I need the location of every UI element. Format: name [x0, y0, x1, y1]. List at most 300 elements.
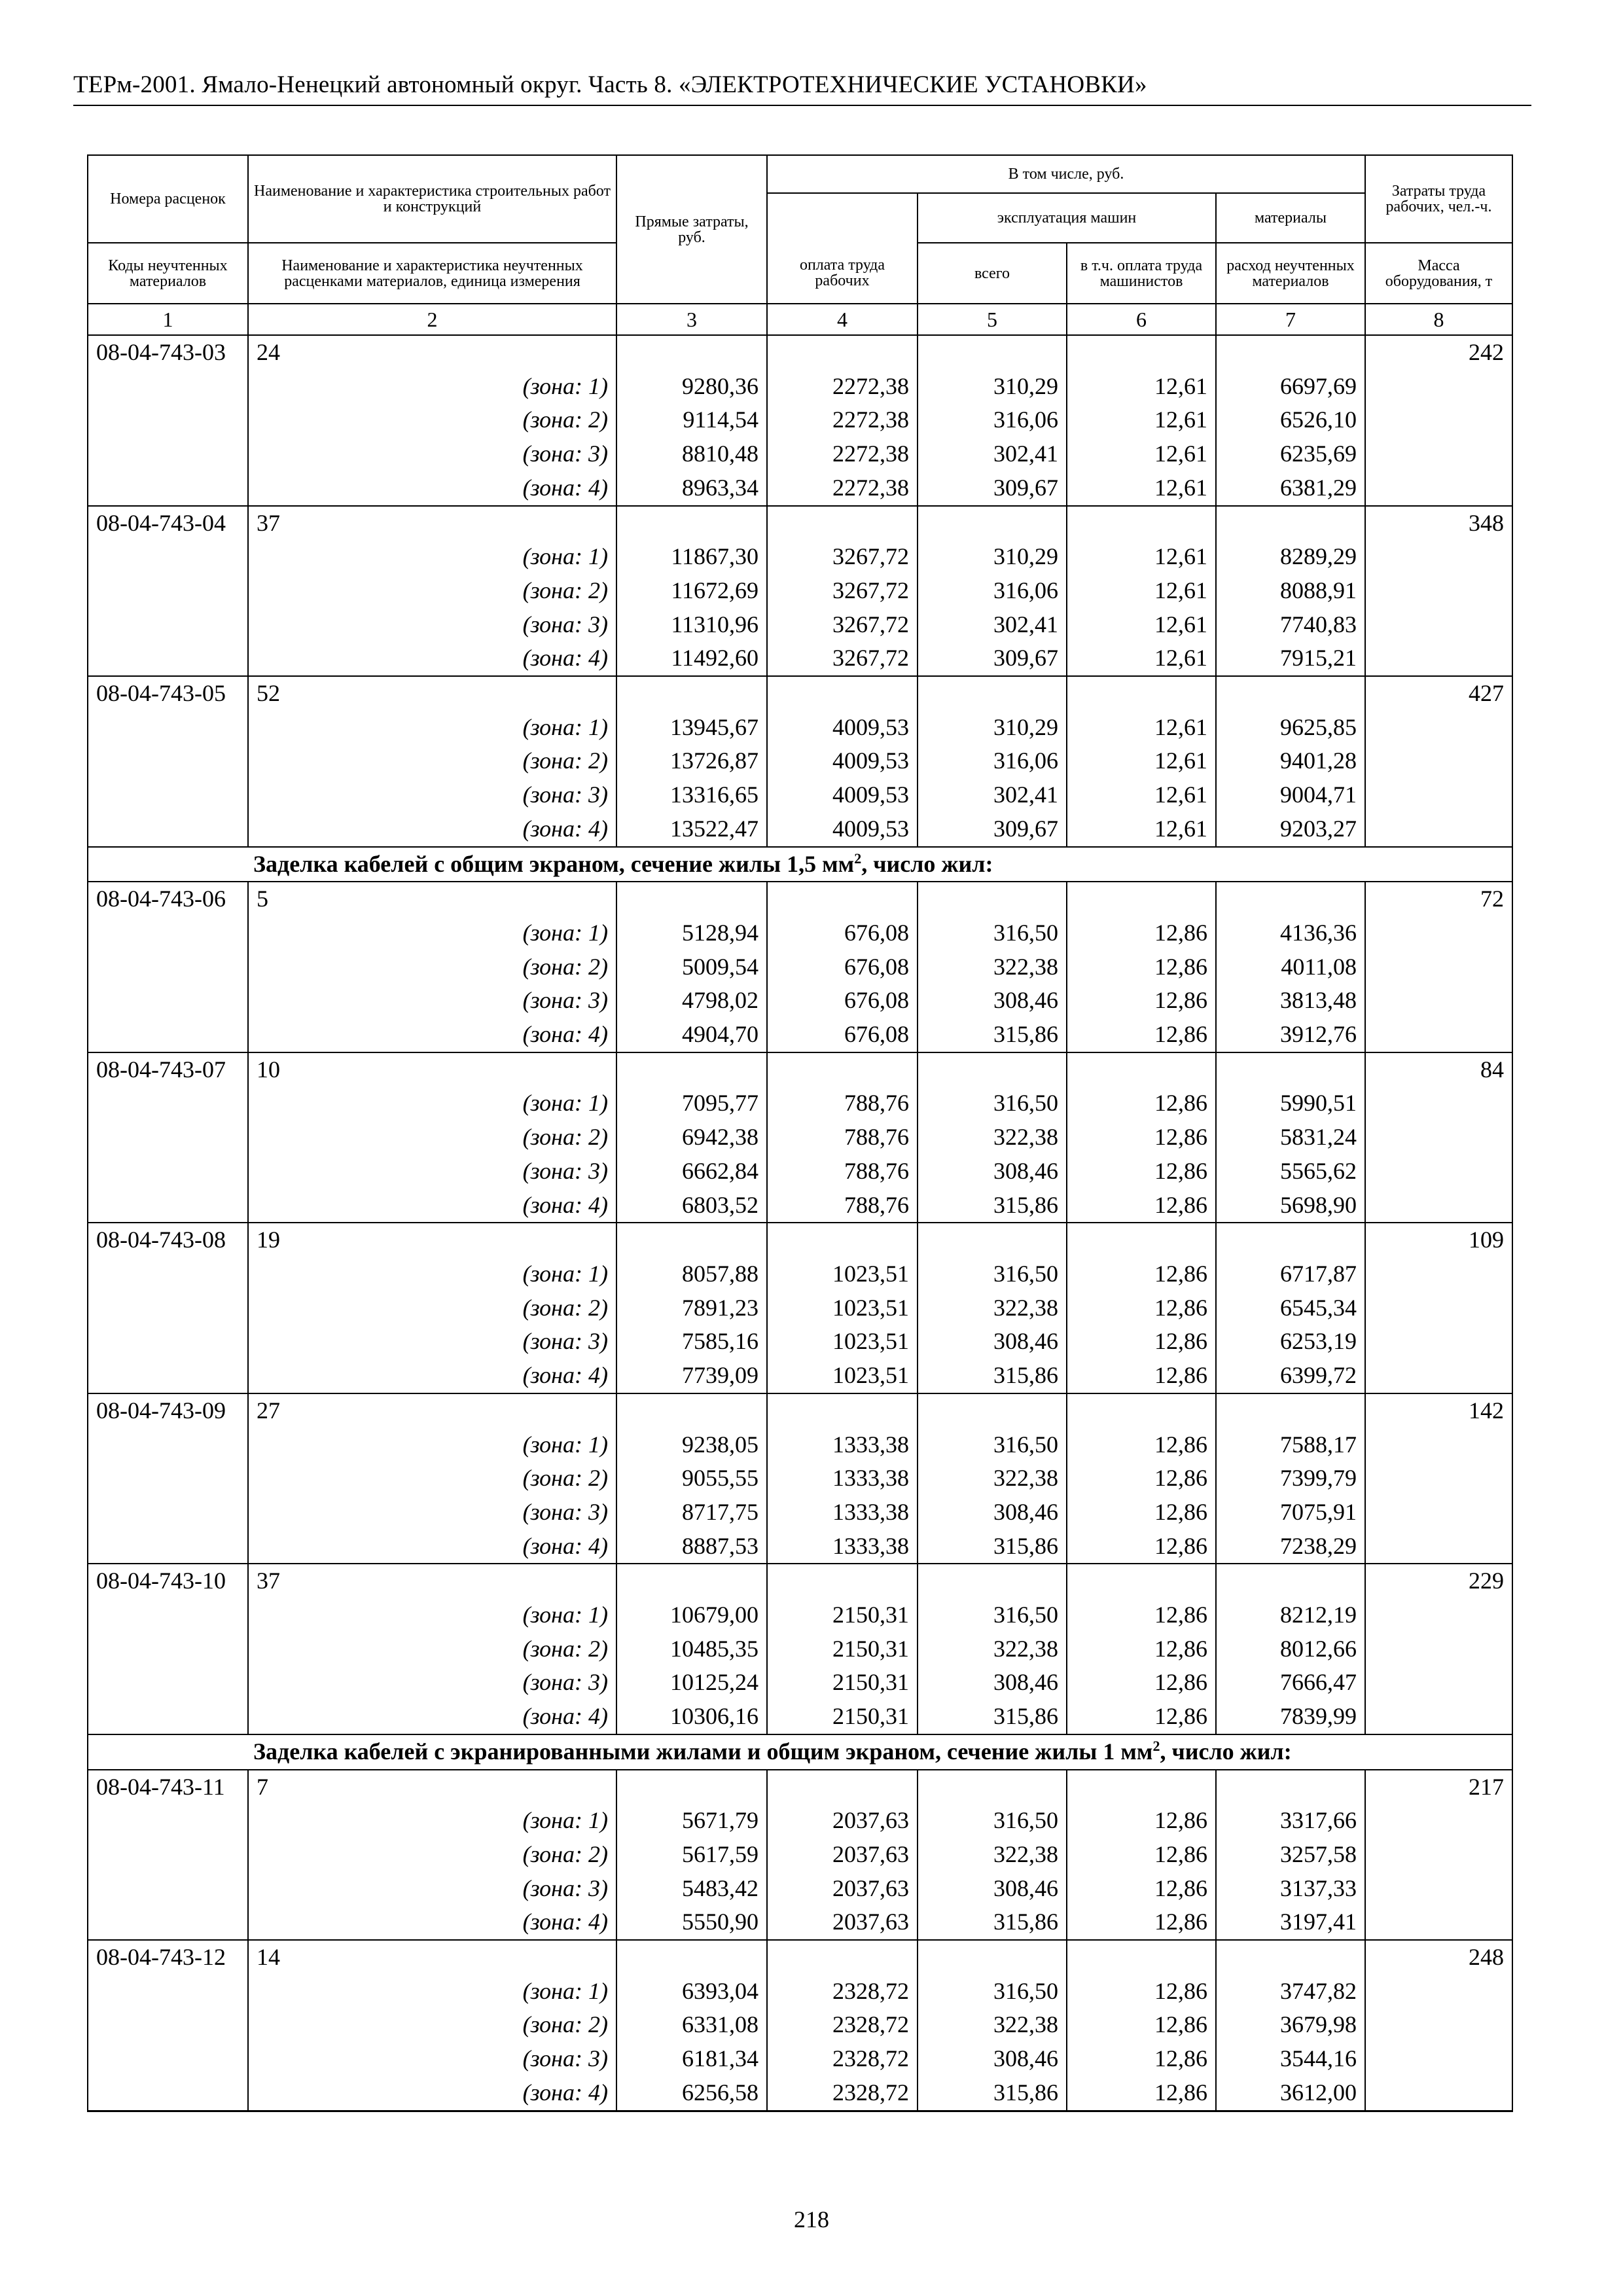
- section-heading-end: , число жил:: [1160, 1738, 1292, 1765]
- machine-operation-total: 309,67: [918, 812, 1067, 847]
- empty-cell: [1365, 608, 1512, 642]
- empty-cell: [88, 1632, 248, 1666]
- core-count: 37: [248, 1564, 616, 1598]
- machine-operation-total: 309,67: [918, 471, 1067, 506]
- empty-cell: [767, 1223, 918, 1257]
- direct-costs: 10485,35: [616, 1632, 767, 1666]
- direct-costs: 8717,75: [616, 1496, 767, 1530]
- empty-cell: [88, 370, 248, 404]
- empty-cell: [1067, 1223, 1216, 1257]
- direct-costs: 4798,02: [616, 984, 767, 1018]
- materials: 7588,17: [1216, 1428, 1365, 1462]
- table-row: [88, 1564, 1512, 1598]
- empty-cell: [1365, 812, 1512, 847]
- worker-pay: 3267,72: [767, 540, 918, 574]
- machine-operation-total: 310,29: [918, 370, 1067, 404]
- materials: 3612,00: [1216, 2076, 1365, 2111]
- empty-cell: [1067, 506, 1216, 541]
- zone-label: (зона: 4): [248, 641, 616, 676]
- worker-pay: 788,76: [767, 1155, 918, 1189]
- zone-row: [88, 403, 1512, 437]
- direct-costs: 13726,87: [616, 744, 767, 778]
- direct-costs: 10306,16: [616, 1700, 767, 1734]
- zone-row: [88, 1291, 1512, 1325]
- zone-label: (зона: 3): [248, 1872, 616, 1906]
- machine-operation-total: 322,38: [918, 1838, 1067, 1872]
- zone-row: [88, 1428, 1512, 1462]
- zone-row: [88, 2008, 1512, 2042]
- column-number: 2: [248, 304, 616, 335]
- machine-operation-total: 302,41: [918, 437, 1067, 471]
- direct-costs: 8963,34: [616, 471, 767, 506]
- worker-pay: 788,76: [767, 1086, 918, 1121]
- worker-pay: 3267,72: [767, 641, 918, 676]
- materials: 3679,98: [1216, 2008, 1365, 2042]
- machinist-pay: 12,86: [1067, 1257, 1216, 1291]
- zone-row: [88, 370, 1512, 404]
- machine-operation-total: 315,86: [918, 1530, 1067, 1564]
- machinist-pay: 12,86: [1067, 1462, 1216, 1496]
- direct-costs: 5550,90: [616, 1905, 767, 1940]
- machinist-pay: 12,86: [1067, 1291, 1216, 1325]
- empty-cell: [616, 882, 767, 916]
- zone-label: (зона: 1): [248, 1975, 616, 2009]
- machinist-pay: 12,86: [1067, 1428, 1216, 1462]
- empty-cell: [1365, 916, 1512, 950]
- machine-operation-total: 322,38: [918, 1291, 1067, 1325]
- empty-cell: [1365, 1359, 1512, 1393]
- empty-cell: [1365, 1905, 1512, 1940]
- machinist-pay: 12,86: [1067, 2076, 1216, 2111]
- machinist-pay: 12,86: [1067, 1121, 1216, 1155]
- empty-cell: [1365, 574, 1512, 608]
- zone-row: [88, 2042, 1512, 2076]
- empty-cell: [1365, 1598, 1512, 1632]
- direct-costs: 9280,36: [616, 370, 767, 404]
- zone-label: (зона: 1): [248, 1598, 616, 1632]
- header-machinist-pay: в т.ч. оплата труда машинистов: [1067, 243, 1216, 304]
- materials: 8289,29: [1216, 540, 1365, 574]
- worker-pay: 2150,31: [767, 1666, 918, 1700]
- empty-cell: [88, 711, 248, 745]
- machine-operation-total: 316,50: [918, 1598, 1067, 1632]
- core-count: 37: [248, 506, 616, 541]
- zone-row: [88, 1530, 1512, 1564]
- empty-cell: [1365, 1121, 1512, 1155]
- zone-row: [88, 1905, 1512, 1940]
- materials: 3544,16: [1216, 2042, 1365, 2076]
- empty-cell: [1365, 1257, 1512, 1291]
- zone-label: (зона: 4): [248, 1905, 616, 1940]
- column-number: 4: [767, 304, 918, 335]
- column-number: 3: [616, 304, 767, 335]
- table-row: [88, 1393, 1512, 1428]
- zone-row: [88, 1359, 1512, 1393]
- zone-label: (зона: 2): [248, 1121, 616, 1155]
- machinist-pay: 12,86: [1067, 1018, 1216, 1052]
- machinist-pay: 12,86: [1067, 1700, 1216, 1734]
- empty-cell: [88, 574, 248, 608]
- empty-cell: [1365, 370, 1512, 404]
- machine-operation-total: 316,50: [918, 1428, 1067, 1462]
- machine-operation-total: 308,46: [918, 1155, 1067, 1189]
- direct-costs: 11492,60: [616, 641, 767, 676]
- worker-pay: 4009,53: [767, 744, 918, 778]
- zone-row: [88, 778, 1512, 812]
- direct-costs: 9238,05: [616, 1428, 767, 1462]
- empty-cell: [88, 1804, 248, 1838]
- zone-label: (зона: 4): [248, 812, 616, 847]
- direct-costs: 6256,58: [616, 2076, 767, 2111]
- direct-costs: 8810,48: [616, 437, 767, 471]
- zone-label: (зона: 3): [248, 1496, 616, 1530]
- empty-cell: [1365, 2076, 1512, 2111]
- machinist-pay: 12,61: [1067, 608, 1216, 642]
- zone-row: [88, 916, 1512, 950]
- zone-label: (зона: 1): [248, 370, 616, 404]
- empty-cell: [767, 335, 918, 370]
- empty-cell: [1365, 984, 1512, 1018]
- empty-cell: [616, 1223, 767, 1257]
- empty-cell: [88, 1700, 248, 1734]
- materials: 9004,71: [1216, 778, 1365, 812]
- machine-operation-total: 302,41: [918, 778, 1067, 812]
- table-row: [88, 335, 1512, 370]
- materials: 7075,91: [1216, 1496, 1365, 1530]
- zone-row: [88, 812, 1512, 847]
- materials: 3912,76: [1216, 1018, 1365, 1052]
- empty-cell: [88, 1530, 248, 1564]
- machinist-pay: 12,61: [1067, 370, 1216, 404]
- machinist-pay: 12,61: [1067, 540, 1216, 574]
- worker-pay: 2272,38: [767, 403, 918, 437]
- empty-cell: [88, 950, 248, 984]
- table-row: [88, 1940, 1512, 1975]
- materials: 3317,66: [1216, 1804, 1365, 1838]
- labor-costs: 84: [1365, 1052, 1512, 1087]
- labor-costs: 242: [1365, 335, 1512, 370]
- zone-label: (зона: 4): [248, 1530, 616, 1564]
- materials: 6717,87: [1216, 1257, 1365, 1291]
- empty-cell: [88, 437, 248, 471]
- empty-cell: [88, 403, 248, 437]
- machinist-pay: 12,86: [1067, 1325, 1216, 1359]
- rate-code: 08-04-743-06: [88, 882, 248, 916]
- empty-cell: [616, 1393, 767, 1428]
- machine-operation-total: 308,46: [918, 1666, 1067, 1700]
- column-number: 5: [918, 304, 1067, 335]
- empty-cell: [1365, 403, 1512, 437]
- direct-costs: 13316,65: [616, 778, 767, 812]
- empty-cell: [1365, 2008, 1512, 2042]
- empty-cell: [88, 2008, 248, 2042]
- empty-cell: [767, 1770, 918, 1804]
- machine-operation-total: 316,50: [918, 916, 1067, 950]
- empty-cell: [1365, 1291, 1512, 1325]
- empty-cell: [918, 1393, 1067, 1428]
- zone-row: [88, 1666, 1512, 1700]
- rate-code: 08-04-743-11: [88, 1770, 248, 1804]
- page-number: 218: [794, 2206, 829, 2233]
- empty-cell: [616, 506, 767, 541]
- empty-cell: [88, 1872, 248, 1906]
- rate-code: 08-04-743-05: [88, 676, 248, 711]
- materials: 8088,91: [1216, 574, 1365, 608]
- machine-operation-total: 316,50: [918, 1086, 1067, 1121]
- empty-cell: [88, 2076, 248, 2111]
- zone-label: (зона: 2): [248, 1632, 616, 1666]
- machinist-pay: 12,86: [1067, 984, 1216, 1018]
- zone-row: [88, 437, 1512, 471]
- machine-operation-total: 322,38: [918, 1632, 1067, 1666]
- machinist-pay: 12,61: [1067, 574, 1216, 608]
- empty-cell: [1365, 1700, 1512, 1734]
- empty-cell: [918, 1940, 1067, 1975]
- core-count: 52: [248, 676, 616, 711]
- worker-pay: 4009,53: [767, 711, 918, 745]
- zone-label: (зона: 2): [248, 574, 616, 608]
- machinist-pay: 12,86: [1067, 1632, 1216, 1666]
- machinist-pay: 12,86: [1067, 1905, 1216, 1940]
- zone-row: [88, 1189, 1512, 1223]
- empty-cell: [1216, 1770, 1365, 1804]
- column-number: 6: [1067, 304, 1216, 335]
- empty-cell: [1067, 1940, 1216, 1975]
- machine-operation-total: 315,86: [918, 1018, 1067, 1052]
- empty-cell: [88, 1838, 248, 1872]
- empty-cell: [1365, 437, 1512, 471]
- empty-cell: [1365, 1666, 1512, 1700]
- machine-operation-total: 316,50: [918, 1257, 1067, 1291]
- zone-label: (зона: 1): [248, 1086, 616, 1121]
- machine-operation-total: 322,38: [918, 1121, 1067, 1155]
- zone-row: [88, 1257, 1512, 1291]
- materials: 7740,83: [1216, 608, 1365, 642]
- zone-label: (зона: 3): [248, 984, 616, 1018]
- empty-cell: [88, 1257, 248, 1291]
- worker-pay: 676,08: [767, 916, 918, 950]
- zone-row: [88, 1975, 1512, 2009]
- header-work-name: Наименование и характеристика строительных работ и конструкций: [248, 155, 616, 243]
- direct-costs: 5009,54: [616, 950, 767, 984]
- empty-cell: [88, 1018, 248, 1052]
- materials: 6545,34: [1216, 1291, 1365, 1325]
- empty-cell: [88, 744, 248, 778]
- header-direct-costs: Прямые затраты, руб.: [616, 155, 767, 304]
- direct-costs: 6803,52: [616, 1189, 767, 1223]
- labor-costs: 248: [1365, 1940, 1512, 1975]
- machinist-pay: 12,86: [1067, 2008, 1216, 2042]
- labor-costs: 109: [1365, 1223, 1512, 1257]
- zone-row: [88, 1018, 1512, 1052]
- zone-row: [88, 1325, 1512, 1359]
- materials: 8012,66: [1216, 1632, 1365, 1666]
- materials: 6381,29: [1216, 471, 1365, 506]
- empty-cell: [918, 506, 1067, 541]
- empty-cell: [88, 1666, 248, 1700]
- zone-label: (зона: 3): [248, 1155, 616, 1189]
- empty-cell: [88, 1598, 248, 1632]
- worker-pay: 2272,38: [767, 437, 918, 471]
- rates-table: [87, 154, 1513, 2112]
- zone-label: (зона: 2): [248, 2008, 616, 2042]
- zone-row: [88, 1804, 1512, 1838]
- direct-costs: 6942,38: [616, 1121, 767, 1155]
- machine-operation-total: 308,46: [918, 1325, 1067, 1359]
- labor-costs: 142: [1365, 1393, 1512, 1428]
- machine-operation-total: 322,38: [918, 1462, 1067, 1496]
- machinist-pay: 12,86: [1067, 1086, 1216, 1121]
- section-heading: [88, 1734, 1512, 1770]
- empty-cell: [918, 1223, 1067, 1257]
- zone-row: [88, 984, 1512, 1018]
- header-labor-costs: Затраты труда рабочих, чел.-ч.: [1365, 155, 1512, 243]
- zone-label: (зона: 1): [248, 1257, 616, 1291]
- zone-row: [88, 744, 1512, 778]
- empty-cell: [88, 471, 248, 506]
- zone-row: [88, 1872, 1512, 1906]
- section-heading-superscript: 2: [854, 850, 862, 867]
- core-count: 27: [248, 1393, 616, 1428]
- materials: 7238,29: [1216, 1530, 1365, 1564]
- worker-pay: 2037,63: [767, 1804, 918, 1838]
- empty-cell: [1365, 1530, 1512, 1564]
- materials: 3197,41: [1216, 1905, 1365, 1940]
- direct-costs: 8057,88: [616, 1257, 767, 1291]
- core-count: 7: [248, 1770, 616, 1804]
- zone-label: (зона: 2): [248, 950, 616, 984]
- column-numbers-row: [88, 304, 1512, 335]
- materials: 6253,19: [1216, 1325, 1365, 1359]
- zone-row: [88, 471, 1512, 506]
- worker-pay: 1333,38: [767, 1428, 918, 1462]
- empty-cell: [1067, 676, 1216, 711]
- worker-pay: 1333,38: [767, 1496, 918, 1530]
- zone-label: (зона: 4): [248, 1189, 616, 1223]
- header-machine-total: всего: [918, 243, 1067, 304]
- direct-costs: 4904,70: [616, 1018, 767, 1052]
- empty-cell: [1365, 1804, 1512, 1838]
- empty-cell: [1365, 540, 1512, 574]
- machine-operation-total: 322,38: [918, 950, 1067, 984]
- core-count: 10: [248, 1052, 616, 1087]
- machine-operation-total: 322,38: [918, 2008, 1067, 2042]
- materials: 5990,51: [1216, 1086, 1365, 1121]
- column-number: 8: [1365, 304, 1512, 335]
- machinist-pay: 12,86: [1067, 950, 1216, 984]
- machinist-pay: 12,61: [1067, 711, 1216, 745]
- direct-costs: 6331,08: [616, 2008, 767, 2042]
- materials: 7399,79: [1216, 1462, 1365, 1496]
- materials: 9203,27: [1216, 812, 1365, 847]
- empty-cell: [1067, 1393, 1216, 1428]
- worker-pay: 2037,63: [767, 1872, 918, 1906]
- direct-costs: 11310,96: [616, 608, 767, 642]
- machine-operation-total: 316,50: [918, 1975, 1067, 2009]
- materials: 3813,48: [1216, 984, 1365, 1018]
- empty-cell: [616, 676, 767, 711]
- empty-cell: [1365, 1872, 1512, 1906]
- empty-cell: [1067, 1770, 1216, 1804]
- direct-costs: 10679,00: [616, 1598, 767, 1632]
- zone-label: (зона: 1): [248, 540, 616, 574]
- empty-cell: [767, 1393, 918, 1428]
- empty-cell: [88, 1325, 248, 1359]
- zone-label: (зона: 3): [248, 2042, 616, 2076]
- empty-cell: [1067, 1564, 1216, 1598]
- empty-cell: [88, 1905, 248, 1940]
- direct-costs: 6393,04: [616, 1975, 767, 2009]
- table-row: [88, 1052, 1512, 1087]
- empty-cell: [918, 1564, 1067, 1598]
- empty-cell: [767, 1052, 918, 1087]
- empty-cell: [1216, 676, 1365, 711]
- machine-operation-total: 316,50: [918, 1804, 1067, 1838]
- worker-pay: 2150,31: [767, 1700, 918, 1734]
- materials: 6235,69: [1216, 437, 1365, 471]
- header-equipment-mass: Масса оборудования, т: [1365, 243, 1512, 304]
- machinist-pay: 12,61: [1067, 812, 1216, 847]
- direct-costs: 6662,84: [616, 1155, 767, 1189]
- zone-label: (зона: 2): [248, 1838, 616, 1872]
- empty-cell: [88, 778, 248, 812]
- worker-pay: 2037,63: [767, 1905, 918, 1940]
- materials: 4136,36: [1216, 916, 1365, 950]
- machinist-pay: 12,86: [1067, 916, 1216, 950]
- empty-cell: [1216, 335, 1365, 370]
- machinist-pay: 12,86: [1067, 1359, 1216, 1393]
- worker-pay: 2150,31: [767, 1632, 918, 1666]
- core-count: 5: [248, 882, 616, 916]
- machine-operation-total: 308,46: [918, 1496, 1067, 1530]
- header-worker-pay-top: [767, 193, 918, 243]
- empty-cell: [918, 1770, 1067, 1804]
- empty-cell: [1216, 1393, 1365, 1428]
- column-number: 1: [88, 304, 248, 335]
- zone-label: (зона: 4): [248, 1700, 616, 1734]
- section-heading-superscript: 2: [1152, 1737, 1160, 1754]
- empty-cell: [1365, 2042, 1512, 2076]
- worker-pay: 1023,51: [767, 1359, 918, 1393]
- empty-cell: [767, 882, 918, 916]
- worker-pay: 4009,53: [767, 778, 918, 812]
- direct-costs: 7891,23: [616, 1291, 767, 1325]
- materials: 9625,85: [1216, 711, 1365, 745]
- empty-cell: [88, 1462, 248, 1496]
- labor-costs: 229: [1365, 1564, 1512, 1598]
- empty-cell: [88, 1155, 248, 1189]
- machine-operation-total: 315,86: [918, 2076, 1067, 2111]
- machine-operation-total: 309,67: [918, 641, 1067, 676]
- rate-code: 08-04-743-09: [88, 1393, 248, 1428]
- column-number: 7: [1216, 304, 1365, 335]
- zone-row: [88, 1121, 1512, 1155]
- rate-code: 08-04-743-03: [88, 335, 248, 370]
- rate-code: 08-04-743-10: [88, 1564, 248, 1598]
- direct-costs: 7095,77: [616, 1086, 767, 1121]
- worker-pay: 1023,51: [767, 1291, 918, 1325]
- empty-cell: [88, 1291, 248, 1325]
- machinist-pay: 12,61: [1067, 744, 1216, 778]
- machine-operation-total: 316,06: [918, 744, 1067, 778]
- rate-code: 08-04-743-12: [88, 1940, 248, 1975]
- empty-cell: [88, 1428, 248, 1462]
- machinist-pay: 12,86: [1067, 1804, 1216, 1838]
- core-count: 19: [248, 1223, 616, 1257]
- header-including: В том числе, руб.: [767, 155, 1365, 193]
- header-material-codes: Коды неучтенных материалов: [88, 243, 248, 304]
- zone-label: (зона: 1): [248, 1428, 616, 1462]
